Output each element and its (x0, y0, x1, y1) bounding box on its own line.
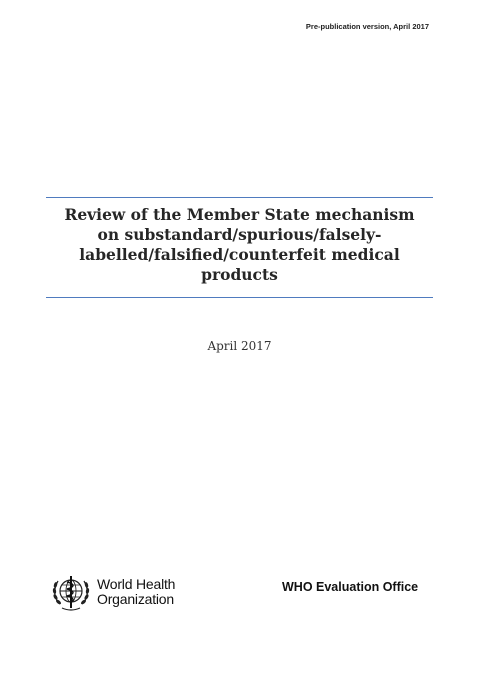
title-rule-bottom (46, 297, 433, 298)
title-line: on substandard/spurious/falsely- (97, 225, 382, 244)
prepublication-note: Pre-publication version, April 2017 (305, 22, 429, 31)
document-title (46, 205, 433, 285)
who-emblem-icon (50, 571, 92, 613)
title-line: products (201, 265, 278, 284)
publication-date: April 2017 (207, 339, 272, 353)
who-organization-name (97, 577, 175, 607)
title-line: labelled/falsified/counterfeit medical (79, 245, 400, 264)
who-logo (50, 571, 175, 613)
title-line: Review of the Member State mechanism (64, 205, 415, 224)
evaluation-office-label: WHO Evaluation Office (282, 580, 419, 594)
title-rule-top (46, 197, 433, 198)
who-name-line-2: Organization (97, 591, 174, 607)
who-name-line-1: World Health (97, 576, 176, 592)
